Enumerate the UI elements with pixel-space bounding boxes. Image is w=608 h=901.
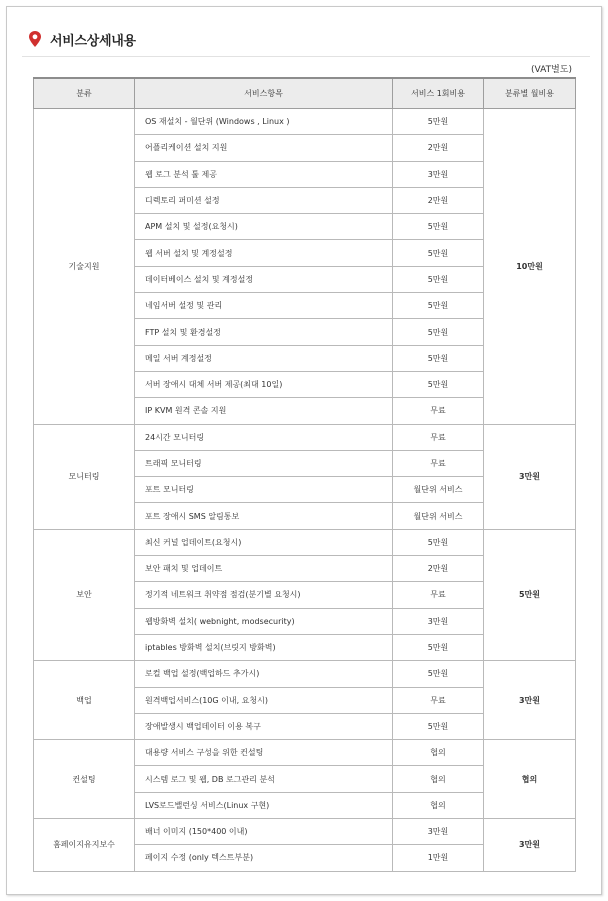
category-cell: 백업 [34,661,135,740]
one-time-cost-cell: 5만원 [393,529,484,555]
one-time-cost-cell: 무료 [393,450,484,476]
service-item-cell: 최신 커널 업데이트(요청시) [135,529,393,555]
service-item-cell: 시스템 로그 및 웹, DB 로그관리 분석 [135,766,393,792]
one-time-cost-cell: 무료 [393,398,484,424]
category-cell: 모니터링 [34,424,135,529]
service-item-cell: 장애발생시 백업데이터 이용 복구 [135,713,393,739]
service-item-cell: iptables 방화벽 설치(브릿지 방화벽) [135,634,393,660]
one-time-cost-cell: 5만원 [393,371,484,397]
service-item-cell: 웹방화벽 설치( webnight, modsecurity) [135,608,393,634]
category-cell: 컨설팅 [34,740,135,819]
service-item-cell: 원격백업서비스(10G 이내, 요청시) [135,687,393,713]
monthly-cost-cell: 3만원 [484,424,576,529]
one-time-cost-cell: 5만원 [393,634,484,660]
category-cell: 기술지원 [34,109,135,425]
service-item-cell: 어플리케이션 설치 지원 [135,135,393,161]
monthly-cost-cell: 5만원 [484,529,576,660]
monthly-cost-cell: 3만원 [484,661,576,740]
header-category: 분류 [34,78,135,109]
service-item-cell: 디렉토리 퍼미션 설정 [135,187,393,213]
service-item-cell: 데이터베이스 설치 및 계정설정 [135,266,393,292]
category-cell: 보안 [34,529,135,660]
one-time-cost-cell: 2만원 [393,187,484,213]
monthly-cost-cell: 협의 [484,740,576,819]
service-item-cell: 보안 패치 및 업데이트 [135,556,393,582]
header-service-item: 서비스항목 [135,78,393,109]
service-item-cell: 포트 장애시 SMS 알림통보 [135,503,393,529]
service-item-cell: 대용량 서비스 구성을 위한 컨설팅 [135,740,393,766]
table-row [34,740,576,766]
service-item-cell: LVS로드밸런싱 서비스(Linux 구현) [135,792,393,818]
one-time-cost-cell: 협의 [393,740,484,766]
category-cell: 홈페이지유지보수 [34,819,135,872]
one-time-cost-cell: 2만원 [393,556,484,582]
monthly-cost-cell: 10만원 [484,109,576,425]
service-item-cell: 정기적 네트워크 취약점 점검(분기별 요청시) [135,582,393,608]
one-time-cost-cell: 5만원 [393,266,484,292]
service-item-cell: 웹 로그 분석 툴 제공 [135,161,393,187]
map-pin-icon [28,30,42,48]
one-time-cost-cell: 무료 [393,687,484,713]
table-row [34,661,576,687]
one-time-cost-cell: 5만원 [393,345,484,371]
one-time-cost-cell: 무료 [393,424,484,450]
service-item-cell: 트래픽 모니터링 [135,450,393,476]
title-divider [22,56,590,57]
table-row [34,424,576,450]
service-item-cell: FTP 설치 및 환경설정 [135,319,393,345]
table-row [34,109,576,135]
one-time-cost-cell: 5만원 [393,214,484,240]
one-time-cost-cell: 월단위 서비스 [393,503,484,529]
page-title: 서비스상세내용 [50,33,136,49]
service-item-cell: IP KVM 원격 콘솔 지원 [135,398,393,424]
one-time-cost-cell: 5만원 [393,109,484,135]
service-item-cell: 메일 서버 계정설정 [135,345,393,371]
one-time-cost-cell: 3만원 [393,161,484,187]
one-time-cost-cell: 월단위 서비스 [393,477,484,503]
table-body [34,109,576,872]
header-monthly-cost: 분류별 월비용 [484,78,576,109]
service-item-cell: OS 재설치 - 월단위 (Windows , Linux ) [135,109,393,135]
service-item-cell: 서버 장애시 대체 서버 제공(최대 10일) [135,371,393,397]
one-time-cost-cell: 5만원 [393,293,484,319]
service-item-cell: 네임서버 설정 및 관리 [135,293,393,319]
one-time-cost-cell: 3만원 [393,819,484,845]
service-item-cell: 배너 이미지 (150*400 이내) [135,819,393,845]
one-time-cost-cell: 5만원 [393,661,484,687]
service-item-cell: 페이지 수정 (only 텍스트부분) [135,845,393,871]
monthly-cost-cell: 3만원 [484,819,576,872]
service-table [33,77,576,872]
one-time-cost-cell: 5만원 [393,319,484,345]
vat-note: (VAT별도) [531,65,572,75]
one-time-cost-cell: 1만원 [393,845,484,871]
one-time-cost-cell: 3만원 [393,608,484,634]
service-item-cell: 24시간 모니터링 [135,424,393,450]
one-time-cost-cell: 2만원 [393,135,484,161]
table-row [34,819,576,845]
service-item-cell: APM 설치 및 설정(요청시) [135,214,393,240]
one-time-cost-cell: 5만원 [393,713,484,739]
one-time-cost-cell: 무료 [393,582,484,608]
service-item-cell: 웹 서버 설치 및 계정설정 [135,240,393,266]
one-time-cost-cell: 협의 [393,766,484,792]
table-header-row [34,78,576,109]
section-header [28,28,136,50]
one-time-cost-cell: 협의 [393,792,484,818]
one-time-cost-cell: 5만원 [393,240,484,266]
service-item-cell: 로컬 백업 설정(백업하드 추가시) [135,661,393,687]
table-row [34,529,576,555]
header-one-time-cost: 서비스 1회비용 [393,78,484,109]
service-item-cell: 포트 모니터링 [135,477,393,503]
